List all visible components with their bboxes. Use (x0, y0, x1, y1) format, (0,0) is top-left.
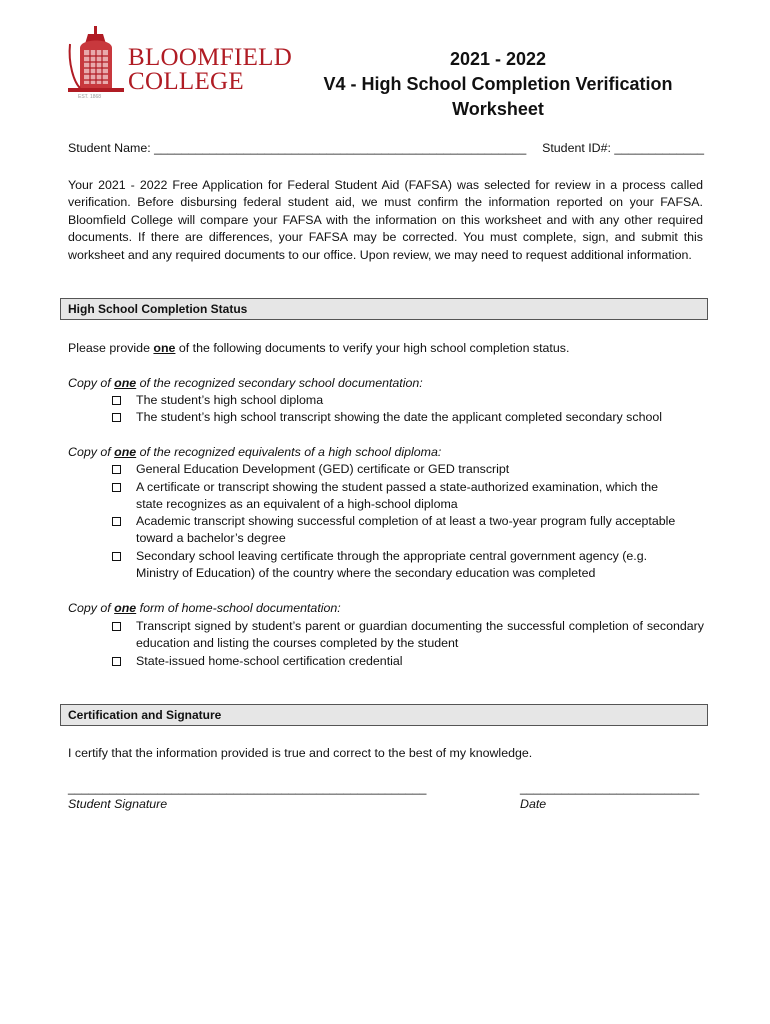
group-label-emphasis: one (114, 376, 137, 390)
student-name-field[interactable]: Student Name: ______________________________________________________ (68, 141, 527, 155)
checkbox-label: General Education Development (GED) certificate or GED transcript (136, 462, 510, 476)
checkbox-icon[interactable] (112, 483, 121, 492)
intro-paragraph: Your 2021 - 2022 Free Application for Federal Student Aid (FAFSA) was selected for review in a process called verification. Before disbursing federal student aid, we must confirm the information reported on your FAFSA. Bloomfield College will compare your FAFSA with the information on this worksheet and with any other required documents. If there are differences, your FAFSA may be corrected. You must complete, sign, and submit this worksheet and any required documents to our office. Upon review, we may need to request additional information. (68, 178, 703, 262)
checkbox-icon[interactable] (112, 552, 121, 561)
title-main: V4 - High School Completion Verification (323, 74, 673, 94)
certification-statement: I certify that the information provided is true and correct to the best of my knowledge. (68, 746, 533, 760)
checkbox-icon[interactable] (112, 465, 121, 474)
instruction-post: of the following documents to verify your high school completion status. (175, 341, 570, 355)
checkbox-label: State-issued home-school certification credential (136, 654, 403, 668)
group-label-post: of the recognized secondary school documentation: (136, 376, 423, 390)
student-signature-label: Student Signature (68, 797, 168, 811)
page-title (298, 47, 698, 122)
instruction-text (68, 340, 708, 357)
date-line[interactable]: __________________________ (520, 781, 700, 795)
checkbox-item[interactable] (112, 409, 704, 427)
logo-wordmark (128, 46, 292, 94)
checkbox-label: The student’s high school transcript showing the date the applicant completed secondary school (136, 410, 663, 424)
checkbox-label: Secondary school leaving certificate through the appropriate central government agency (e.g. Ministry of Education) of the country where the secondary education was completed (136, 549, 648, 581)
group-label-equivalents (68, 444, 708, 461)
date-label: Date (520, 797, 547, 811)
checkbox-item[interactable] (112, 479, 704, 515)
group-label-secondary (68, 375, 708, 392)
title-year: 2021 - 2022 (449, 49, 547, 69)
group-label-emphasis: one (114, 601, 137, 615)
checkbox-icon[interactable] (112, 622, 121, 631)
group-label-pre: Copy of (68, 445, 115, 459)
student-signature-line[interactable]: ____________________________________________________ (68, 781, 427, 795)
checkbox-icon[interactable] (112, 396, 121, 405)
checkbox-label: Academic transcript showing successful completion of at least a two-year program fully acceptable toward a bachelor’s degree (136, 514, 676, 546)
checkbox-label: The student’s high school diploma (136, 393, 324, 407)
group-label-homeschool (68, 600, 708, 617)
logo-established: EST. 1868 (78, 94, 102, 100)
checkbox-icon[interactable] (112, 517, 121, 526)
checkbox-icon[interactable] (112, 657, 121, 666)
title-sub: Worksheet (452, 99, 544, 119)
checkbox-item[interactable] (112, 392, 704, 410)
checkbox-item[interactable] (112, 548, 704, 584)
group-label-post: of the recognized equivalents of a high school diploma: (136, 445, 442, 459)
checkbox-item[interactable] (112, 513, 704, 549)
student-id-field[interactable]: Student ID#: _____________ (542, 141, 704, 155)
checkbox-item[interactable] (112, 618, 704, 654)
group-label-pre: Copy of (68, 601, 115, 615)
bloomfield-college-logo (66, 24, 293, 106)
logo-line-1: BLOOMFIELD (128, 44, 293, 71)
checkbox-label: A certificate or transcript showing the student passed a state-authorized examination, which the state recognizes as an equivalent of a high-school diploma (136, 480, 659, 512)
logo-line-2: COLLEGE (128, 68, 244, 95)
instruction-emphasis: one (153, 341, 176, 355)
group-label-post: form of home-school documentation: (136, 601, 341, 615)
checkbox-item[interactable] (112, 653, 704, 671)
checkbox-item[interactable] (112, 461, 704, 479)
group-label-pre: Copy of (68, 376, 115, 390)
section-heading-completion-status: High School Completion Status (60, 298, 708, 320)
checkbox-icon[interactable] (112, 413, 121, 422)
student-info-row (68, 141, 704, 159)
group-label-emphasis: one (114, 445, 137, 459)
section-heading-certification: Certification and Signature (60, 704, 708, 726)
checkbox-label: Transcript signed by student’s parent or guardian documenting the successful completion of secondary education and listing the courses completed by the student (136, 619, 704, 651)
instruction-pre: Please provide (68, 341, 154, 355)
